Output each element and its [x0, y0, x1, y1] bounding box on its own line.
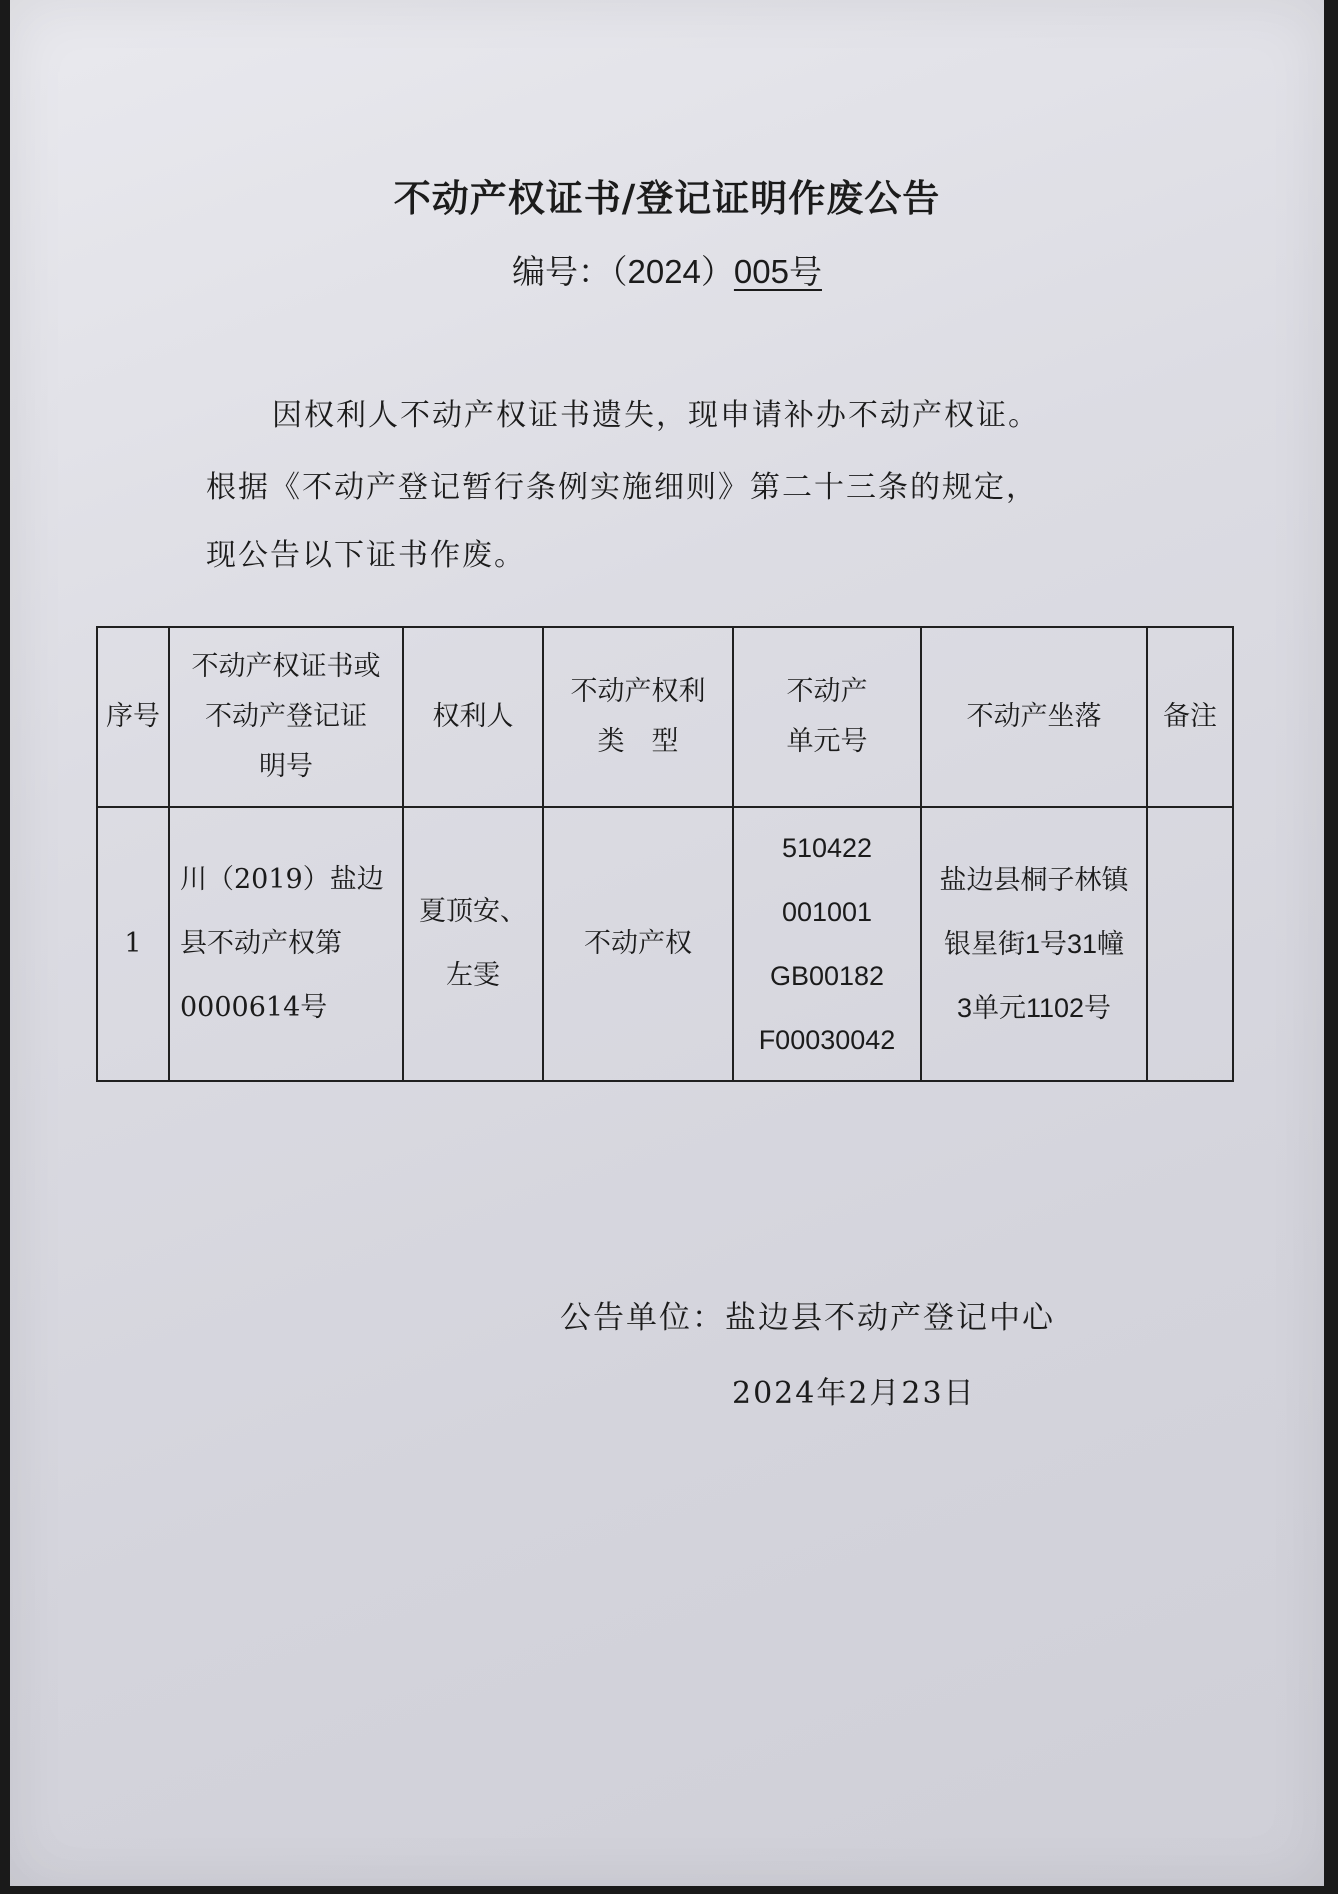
- header-seq: 序号: [97, 627, 169, 807]
- document-page: [10, 0, 1324, 1886]
- paragraph-line-3: 现公告以下证书作废。: [206, 538, 526, 573]
- announcement-date: 2024年2月23日: [732, 1376, 976, 1411]
- serial-value: 005号: [733, 253, 822, 290]
- serial-number: [10, 246, 1324, 293]
- cell-holder: 夏顶安、 左雯: [403, 807, 543, 1081]
- serial-prefix: 编号：（2024）: [512, 253, 734, 290]
- paragraph-line-2: 根据《不动产登记暂行条例实施细则》第二十三条的规定，: [206, 470, 1038, 505]
- header-holder: 权利人: [403, 627, 543, 807]
- cell-unit-no: 510422 001001 GB00182 F00030042: [733, 807, 921, 1081]
- document-title: 不动产权证书/登记证明作废公告: [393, 176, 941, 220]
- announcing-unit: 公告单位：盐边县不动产登记中心: [560, 1300, 1055, 1336]
- header-right-type: 不动产权利 类 型: [543, 627, 733, 807]
- header-remarks: 备注: [1147, 627, 1233, 807]
- cell-location: 盐边县桐子林镇 银星街1号31幢 3单元1102号: [921, 807, 1147, 1081]
- cell-cert-no: 川（2019）盐边 县不动产权第 0000614号: [169, 807, 403, 1081]
- paragraph-line-1: 因权利人不动产权证书遗失，现申请补办不动产权证。: [272, 398, 1040, 433]
- cell-remarks: [1147, 807, 1233, 1081]
- cell-seq: 1: [97, 807, 169, 1081]
- cell-right-type: 不动产权: [543, 807, 733, 1081]
- header-cert-no: 不动产权证书或 不动产登记证 明号: [169, 627, 403, 807]
- table-header-row: [97, 627, 1233, 807]
- header-location: 不动产坐落: [921, 627, 1147, 807]
- void-certificate-table: [96, 626, 1234, 1082]
- table-row: [97, 807, 1233, 1081]
- header-unit-no: 不动产 单元号: [733, 627, 921, 807]
